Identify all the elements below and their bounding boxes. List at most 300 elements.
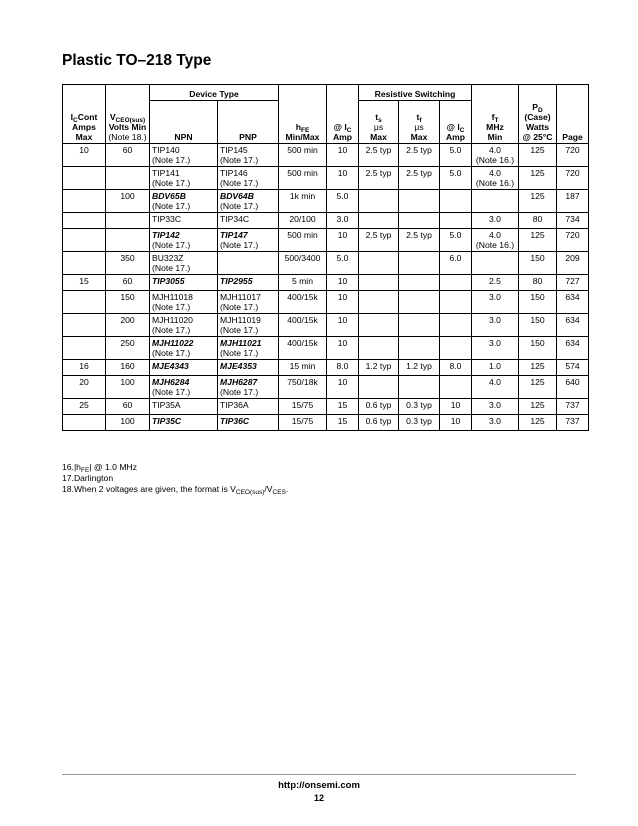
- npn-cell-part-number: MJH6284: [152, 376, 190, 387]
- hfe-cell: [279, 336, 327, 359]
- tf-cell-value: 2.5 typ: [406, 144, 432, 155]
- pnp-cell: [218, 359, 279, 375]
- pd-cell: [519, 398, 557, 414]
- npn-cell: [150, 166, 218, 189]
- ic-amp-switching-cell-value: 10: [450, 399, 461, 410]
- hfe-cell-value: 500 min: [287, 229, 318, 240]
- hfe-header: $h_{FE}$ Min/Max: [279, 101, 327, 144]
- pnp-cell: [218, 336, 279, 359]
- ft-cell-value: 2.5: [489, 275, 501, 286]
- ic-amp-cell: [327, 359, 359, 375]
- ic-cont-cell: [63, 166, 106, 189]
- ft-cell: [472, 274, 519, 290]
- hfe-cell: [279, 143, 327, 166]
- tf-header: $t_f$ μs Max: [399, 101, 440, 144]
- ft-cell: [472, 398, 519, 414]
- page-cell: [557, 166, 589, 189]
- page-cell-value: 634: [565, 337, 580, 348]
- ic-amp-switching-cell: [440, 143, 472, 166]
- tf-cell: [399, 143, 440, 166]
- pnp-cell-part-number: BDV64B: [220, 190, 254, 201]
- vceo-cell-value: 100: [120, 376, 135, 387]
- vceo-cell: [106, 143, 150, 166]
- hfe-cell-value: 20/100: [289, 213, 316, 224]
- footer-url-link[interactable]: http://onsemi.com: [278, 780, 360, 791]
- ic-amp-switching-cell-value: 5.0: [449, 167, 462, 178]
- page-header: Page: [557, 101, 589, 144]
- page-cell: [557, 313, 589, 336]
- page-cell-value: 720: [565, 144, 580, 155]
- ic-amp-switching-cell-value: 8.0: [449, 360, 462, 371]
- ic-cont-cell: [63, 398, 106, 414]
- npn-cell: [150, 398, 218, 414]
- ic-amp-switching-cell: [440, 274, 472, 290]
- resistive-switching-group-header: Resistive Switching: [359, 85, 472, 101]
- tf-cell: [399, 166, 440, 189]
- footnote-18: 18.When 2 voltages are given, the format is $V_{CEO(sus)}/V_{CES}$.: [62, 484, 289, 496]
- pnp-cell-note: (Note 17.): [220, 177, 259, 188]
- table-row: [63, 143, 589, 166]
- npn-cell-part-number: TIP3055: [152, 275, 185, 286]
- vceo-cell-value: 200: [120, 314, 135, 325]
- ic-amp-switching-cell: [440, 359, 472, 375]
- page-cell: [557, 359, 589, 375]
- page-cell: [557, 228, 589, 251]
- footnote-17: 17.Darlington: [62, 473, 114, 483]
- pd-cell-value: 150: [530, 337, 545, 348]
- ic-cont-cell: [63, 212, 106, 228]
- pd-cell-value: 125: [530, 360, 545, 371]
- pd-cell-value: 80: [532, 275, 543, 286]
- pnp-cell: [218, 398, 279, 414]
- vceo-cell-value: 250: [120, 337, 135, 348]
- vceo-cell: [106, 313, 150, 336]
- pnp-cell-part-number: MJH11017: [220, 291, 261, 302]
- page-cell-value: 737: [565, 415, 580, 426]
- hfe-cell-value: 400/15k: [287, 337, 318, 348]
- ft-cell: [472, 189, 519, 212]
- pd-cell-value: 125: [530, 167, 545, 178]
- ft-cell-value: 4.0: [489, 229, 501, 240]
- ft-cell: [472, 290, 519, 313]
- tf-cell-value: 1.2 typ: [406, 360, 432, 371]
- page-cell: [557, 274, 589, 290]
- pnp-cell: [218, 313, 279, 336]
- table-row: [63, 189, 589, 212]
- ft-header: $f_T$ MHz Min: [472, 101, 519, 144]
- table-row: [63, 336, 589, 359]
- ic-amp-switching-cell-value: 6.0: [449, 252, 462, 263]
- ft-cell-value: 3.0: [489, 337, 501, 348]
- pd-cell: [519, 274, 557, 290]
- hfe-cell: [279, 313, 327, 336]
- pd-cell-value: 125: [530, 415, 545, 426]
- pnp-cell-part-number: MJE4353: [220, 360, 257, 371]
- tf-cell: [399, 212, 440, 228]
- ic-amp-cell-value: 15: [337, 399, 348, 410]
- pnp-cell-part-number: TIP146: [220, 167, 248, 178]
- npn-cell-note: (Note 17.): [152, 347, 191, 358]
- hfe-cell: [279, 212, 327, 228]
- vceo-cell-value: 60: [122, 399, 133, 410]
- ic-cont-cell: [63, 189, 106, 212]
- ic-cont-cell-value: 25: [79, 399, 89, 410]
- ts-cell: [359, 290, 399, 313]
- pnp-cell-part-number: TIP34C: [220, 213, 250, 224]
- ts-cell: [359, 398, 399, 414]
- header-spacer: [327, 85, 359, 101]
- pd-cell-value: 125: [530, 399, 545, 410]
- pnp-cell: [218, 375, 279, 398]
- pd-cell-value: 125: [530, 190, 545, 201]
- vceo-cell: [106, 359, 150, 375]
- ft-cell-value: 1.0: [489, 360, 501, 371]
- npn-header: NPN: [150, 101, 218, 144]
- ft-cell: [472, 212, 519, 228]
- pd-header: $P_D$ (Case) Watts @ 25°C: [519, 101, 557, 144]
- ts-cell: [359, 228, 399, 251]
- npn-cell: [150, 290, 218, 313]
- tf-cell: [399, 290, 440, 313]
- ic-amp-cell-value: 10: [337, 291, 348, 302]
- ft-cell: [472, 166, 519, 189]
- npn-cell-note: (Note 17.): [152, 239, 191, 250]
- pnp-cell-part-number: TIP36C: [220, 415, 250, 426]
- ft-cell: [472, 336, 519, 359]
- pd-cell: [519, 290, 557, 313]
- ic-amp-cell: [327, 189, 359, 212]
- ts-cell: [359, 143, 399, 166]
- npn-cell-part-number: MJH11020: [152, 314, 193, 325]
- pnp-cell-part-number: TIP36A: [220, 399, 249, 410]
- ic-amp-cell-value: 10: [337, 144, 348, 155]
- header-spacer: [472, 85, 519, 101]
- npn-cell: [150, 251, 218, 274]
- pd-cell: [519, 414, 557, 430]
- page-cell: [557, 398, 589, 414]
- ft-cell: [472, 228, 519, 251]
- tf-cell-value: 0.3 typ: [406, 399, 432, 410]
- ft-cell: [472, 143, 519, 166]
- ic-cont-cell: [63, 359, 106, 375]
- ic-amp-switching-cell: [440, 414, 472, 430]
- npn-cell-part-number: MJH11022: [152, 337, 194, 348]
- npn-cell-note: (Note 17.): [152, 324, 191, 335]
- ic-amp-switching-cell: [440, 313, 472, 336]
- page-cell: [557, 414, 589, 430]
- ic-amp-cell-value: 3.0: [336, 213, 349, 224]
- hfe-cell-value: 5 min: [291, 275, 313, 286]
- ic-amp-cell-value: 10: [337, 314, 348, 325]
- tf-cell: [399, 228, 440, 251]
- vceo-cell-value: 160: [120, 360, 135, 371]
- vceo-cell: [106, 228, 150, 251]
- ft-cell-value: 3.0: [489, 399, 501, 410]
- ft-cell-note: (Note 16.): [475, 177, 515, 188]
- ts-cell: [359, 274, 399, 290]
- ic-amp-header: @ $I_C$ Amp: [327, 101, 359, 144]
- npn-cell: [150, 189, 218, 212]
- pnp-cell-note: (Note 17.): [220, 239, 259, 250]
- ic-cont-cell: [63, 251, 106, 274]
- ic-amp-switching-cell: [440, 228, 472, 251]
- pd-cell: [519, 212, 557, 228]
- pnp-cell-part-number: MJH11021: [220, 337, 262, 348]
- pnp-cell-part-number: MJH11019: [220, 314, 261, 325]
- ic-amp-cell: [327, 251, 359, 274]
- pnp-cell: [218, 414, 279, 430]
- transistor-spec-table: [62, 84, 589, 431]
- ic-amp-cell-value: 10: [337, 376, 348, 387]
- pnp-cell-note: (Note 17.): [220, 200, 259, 211]
- page-cell: [557, 212, 589, 228]
- npn-cell-part-number: BU323Z: [152, 252, 184, 263]
- vceo-cell: [106, 398, 150, 414]
- ic-amp-cell: [327, 228, 359, 251]
- pnp-cell-note: (Note 17.): [220, 347, 259, 358]
- ft-cell: [472, 251, 519, 274]
- ts-cell: [359, 212, 399, 228]
- pnp-cell: [218, 290, 279, 313]
- page-cell-value: 720: [565, 167, 580, 178]
- page-cell-value: 640: [565, 376, 580, 387]
- pnp-cell-part-number: TIP145: [220, 144, 248, 155]
- vceo-header: $V_{CEO(sus)}$ Volts Min (Note 18.): [106, 101, 150, 144]
- ic-amp-switching-cell: [440, 398, 472, 414]
- vceo-cell-value: 100: [120, 415, 135, 426]
- ts-cell: [359, 359, 399, 375]
- npn-cell-part-number: MJH11018: [152, 291, 193, 302]
- ic-amp-cell-value: 8.0: [336, 360, 349, 371]
- hfe-cell-value: 15 min: [289, 360, 316, 371]
- npn-cell-note: (Note 17.): [152, 262, 191, 273]
- page-cell-value: 187: [565, 190, 580, 201]
- pnp-cell-note: (Note 17.): [220, 386, 259, 397]
- vceo-cell: [106, 251, 150, 274]
- hfe-cell: [279, 398, 327, 414]
- ic-amp-cell: [327, 212, 359, 228]
- hfe-cell-value: 500/3400: [284, 252, 321, 263]
- table-row: [63, 228, 589, 251]
- npn-cell: [150, 375, 218, 398]
- ic-amp-cell: [327, 313, 359, 336]
- ts-cell-value: 1.2 typ: [365, 360, 392, 371]
- pd-cell: [519, 143, 557, 166]
- pnp-cell-note: (Note 17.): [220, 324, 259, 335]
- table-row: [63, 398, 589, 414]
- ic-cont-cell: [63, 375, 106, 398]
- hfe-cell-value: 400/15k: [287, 314, 318, 325]
- ts-cell: [359, 251, 399, 274]
- ft-cell-value: 3.0: [489, 291, 501, 302]
- ic-amp-switching-cell: [440, 336, 472, 359]
- vceo-cell-value: 60: [122, 275, 133, 286]
- ts-cell-value: 2.5 typ: [365, 144, 392, 155]
- npn-cell-part-number: TIP142: [152, 229, 180, 240]
- npn-cell: [150, 228, 218, 251]
- tf-cell: [399, 336, 440, 359]
- vceo-cell: [106, 336, 150, 359]
- vceo-cell-value: 350: [120, 252, 135, 263]
- npn-cell-note: (Note 17.): [152, 386, 191, 397]
- ts-cell: [359, 166, 399, 189]
- ft-cell-value: 3.0: [489, 314, 501, 325]
- vceo-cell-value: 100: [120, 190, 135, 201]
- ic-amp-cell: [327, 166, 359, 189]
- ic-amp-cell: [327, 336, 359, 359]
- npn-cell: [150, 414, 218, 430]
- ft-cell: [472, 375, 519, 398]
- pd-cell-value: 125: [530, 229, 545, 240]
- tf-cell: [399, 398, 440, 414]
- pd-cell-value: 125: [530, 376, 545, 387]
- ic-amp-switching-header: @ $I_C$ Amp: [440, 101, 472, 144]
- table-row: [63, 359, 589, 375]
- ts-cell: [359, 375, 399, 398]
- page-cell: [557, 189, 589, 212]
- tf-cell-value: 2.5 typ: [406, 229, 432, 240]
- tf-cell: [399, 313, 440, 336]
- ic-amp-switching-cell-value: 5.0: [449, 144, 462, 155]
- npn-cell-part-number: MJE4343: [152, 360, 189, 371]
- npn-cell-note: (Note 17.): [152, 301, 191, 312]
- npn-cell-note: (Note 17.): [152, 154, 191, 165]
- header-spacer: [106, 85, 150, 101]
- pd-cell: [519, 336, 557, 359]
- tf-cell: [399, 274, 440, 290]
- page-cell-value: 737: [565, 399, 580, 410]
- ic-cont-cell: [63, 290, 106, 313]
- pd-cell-value: 150: [530, 314, 545, 325]
- ic-cont-cell: [63, 336, 106, 359]
- hfe-cell-value: 750/18k: [287, 376, 318, 387]
- ic-cont-cell-value: 15: [79, 275, 89, 286]
- pnp-cell: [218, 212, 279, 228]
- npn-cell-part-number: TIP140: [152, 144, 180, 155]
- pnp-cell: [218, 228, 279, 251]
- hfe-cell: [279, 166, 327, 189]
- vceo-cell-value: 60: [122, 144, 133, 155]
- tf-cell-value: 0.3 typ: [406, 415, 432, 426]
- hfe-cell: [279, 251, 327, 274]
- hfe-cell: [279, 359, 327, 375]
- npn-cell-part-number: TIP35C: [152, 415, 182, 426]
- ic-amp-cell-value: 10: [337, 229, 348, 240]
- vceo-cell: [106, 166, 150, 189]
- ts-cell: [359, 414, 399, 430]
- page-cell: [557, 336, 589, 359]
- npn-cell-note: (Note 17.): [152, 200, 191, 211]
- table-row: [63, 414, 589, 430]
- pnp-cell-part-number: TIP2955: [220, 275, 253, 286]
- ic-amp-cell: [327, 398, 359, 414]
- npn-cell-part-number: BDV65B: [152, 190, 186, 201]
- pd-cell: [519, 359, 557, 375]
- pd-cell: [519, 228, 557, 251]
- ic-amp-cell-value: 10: [337, 275, 348, 286]
- ic-amp-cell: [327, 290, 359, 313]
- ic-cont-cell: [63, 228, 106, 251]
- ic-amp-cell: [327, 274, 359, 290]
- npn-cell-part-number: TIP33C: [152, 213, 182, 224]
- vceo-cell: [106, 212, 150, 228]
- page-cell-value: 634: [565, 314, 580, 325]
- ic-cont-cell-value: 20: [79, 376, 89, 387]
- page-number: 12: [313, 793, 324, 803]
- table-row: [63, 251, 589, 274]
- page-cell-value: 634: [565, 291, 580, 302]
- page-cell-value: 734: [565, 213, 580, 224]
- table-row: [63, 166, 589, 189]
- npn-cell: [150, 212, 218, 228]
- ft-cell-value: 4.0: [489, 167, 501, 178]
- tf-cell: [399, 414, 440, 430]
- ft-cell: [472, 359, 519, 375]
- ts-header: $t_s$ μs Max: [359, 101, 399, 144]
- hfe-cell-value: 500 min: [287, 167, 318, 178]
- ic-amp-cell: [327, 375, 359, 398]
- ic-amp-cell-value: 10: [337, 167, 348, 178]
- ic-amp-cell-value: 5.0: [336, 190, 349, 201]
- pd-cell: [519, 375, 557, 398]
- pd-cell-value: 125: [530, 144, 545, 155]
- table-row: [63, 375, 589, 398]
- hfe-cell: [279, 414, 327, 430]
- hfe-cell-value: 1k min: [289, 190, 316, 201]
- ft-cell: [472, 313, 519, 336]
- header-spacer: [557, 85, 589, 101]
- ic-amp-switching-cell: [440, 166, 472, 189]
- ft-cell-value: 3.0: [489, 213, 501, 224]
- pnp-cell-part-number: MJH6287: [220, 376, 258, 387]
- tf-cell: [399, 359, 440, 375]
- pnp-cell-part-number: TIP147: [220, 229, 248, 240]
- ts-cell-value: 2.5 typ: [365, 167, 392, 178]
- pnp-cell: [218, 143, 279, 166]
- ic-amp-switching-cell: [440, 212, 472, 228]
- pnp-cell: [218, 166, 279, 189]
- ic-amp-switching-cell: [440, 375, 472, 398]
- pnp-header: PNP: [218, 101, 279, 144]
- ic-amp-cell: [327, 143, 359, 166]
- ts-cell-value: 2.5 typ: [365, 229, 392, 240]
- vceo-cell-value: 150: [120, 291, 135, 302]
- table-row: [63, 274, 589, 290]
- pnp-cell: [218, 251, 279, 274]
- page-cell: [557, 143, 589, 166]
- ic-cont-cell: [63, 274, 106, 290]
- pnp-cell: [218, 189, 279, 212]
- pnp-cell-note: (Note 17.): [220, 154, 259, 165]
- ic-cont-cell-value: 10: [79, 144, 89, 155]
- table-row: [63, 290, 589, 313]
- hfe-cell: [279, 189, 327, 212]
- footer-rule: [62, 774, 576, 775]
- ic-cont-cell: [63, 143, 106, 166]
- header-spacer: [279, 85, 327, 101]
- ft-cell: [472, 414, 519, 430]
- vceo-cell: [106, 274, 150, 290]
- vceo-cell: [106, 375, 150, 398]
- hfe-cell-value: 500 min: [287, 144, 318, 155]
- pd-cell: [519, 189, 557, 212]
- pd-cell-value: 80: [532, 213, 543, 224]
- ic-amp-cell-value: 10: [337, 337, 348, 348]
- ic-amp-switching-cell: [440, 290, 472, 313]
- ic-amp-cell-value: 5.0: [336, 252, 349, 263]
- pd-cell: [519, 251, 557, 274]
- npn-cell-note: (Note 17.): [152, 177, 191, 188]
